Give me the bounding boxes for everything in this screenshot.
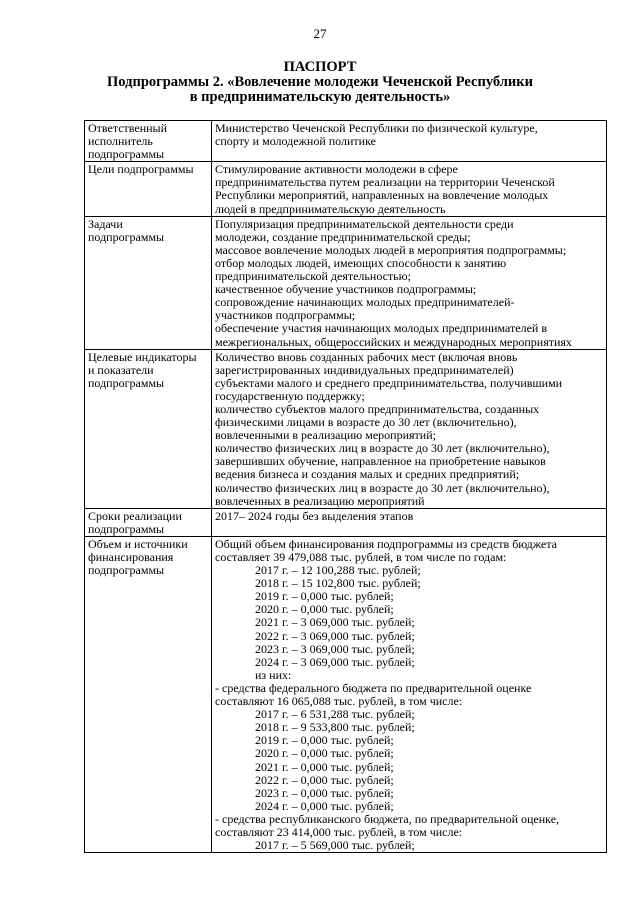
row-label-line: Целевые индикаторы <box>88 350 197 364</box>
row-label-line: подпрограммы <box>88 564 165 578</box>
row-content-line: субъектами малого и среднего предпринимательства, получившими <box>215 376 563 390</box>
row-content-line: предпринимательства путем реализации на территории Чеченской <box>215 176 555 190</box>
row-content-line: Общий объем финансирования подпрограммы из средств бюджета <box>215 537 557 551</box>
row-label-line: Сроки реализации <box>88 509 182 523</box>
row-content-line: количество физических лиц в возрасте до 30 лет (включительно), <box>215 442 550 456</box>
row-content-line: 2018 г. – 9 533,800 тыс. рублей; <box>255 721 415 735</box>
row-content-line: межрегиональных, общероссийских и международных мероприятиях <box>215 335 572 349</box>
row-label-line: финансирования <box>88 551 174 564</box>
document-title <box>0 60 640 105</box>
row-label-cell <box>85 121 212 162</box>
row-label-line: Задачи <box>88 217 123 231</box>
table-row <box>85 121 607 162</box>
row-content-line: Популяризация предпринимательской деятельности среди <box>215 217 514 231</box>
row-label-line: и показатели <box>88 363 154 377</box>
row-content-cell <box>212 121 607 162</box>
row-content-line: 2017– 2024 годы без выделения этапов <box>215 509 414 523</box>
row-content-line: 2023 г. – 0,000 тыс. рублей; <box>255 786 394 800</box>
row-label-cell <box>85 508 212 536</box>
row-content-line: завершивших обучение, направленное на приобретение навыков <box>215 455 546 469</box>
row-content-line: 2017 г. – 6 531,288 тыс. рублей; <box>255 708 415 722</box>
row-label-line: Объем и источники <box>88 537 188 551</box>
row-content-line: вовлеченными в реализацию мероприятий; <box>215 429 436 443</box>
row-content-line: из них: <box>255 668 292 682</box>
row-label-cell <box>85 216 212 349</box>
row-content-line: обеспечение участия начинающих молодых предпринимателей в <box>215 322 547 336</box>
row-content-cell <box>212 508 607 536</box>
row-content-line: Министерство Чеченской Республики по физической культуре, <box>215 122 538 135</box>
row-label-line: подпрограммы <box>88 148 165 162</box>
row-label-line: Ответственный <box>88 122 168 135</box>
row-content-line: 2023 г. – 3 069,000 тыс. рублей; <box>255 642 415 656</box>
row-content-line: отбор молодых людей, имеющих способности к занятию <box>215 256 507 270</box>
row-content-line: государственную поддержку; <box>215 389 365 403</box>
table-row <box>85 349 607 508</box>
row-content-cell <box>212 162 607 216</box>
row-content-line: 2017 г. – 12 100,288 тыс. рублей; <box>255 564 421 578</box>
row-content-line: физическими лицами в возрасте до 30 лет (включительно), <box>215 416 517 430</box>
row-content-line: предпринимательской деятельностью; <box>215 270 411 284</box>
row-content-line: 2020 г. – 0,000 тыс. рублей; <box>255 603 394 617</box>
row-content-line: участников подпрограммы; <box>215 309 356 323</box>
row-label-line: подпрограммы <box>88 230 165 244</box>
row-label-cell <box>85 536 212 852</box>
row-content-cell <box>212 349 607 508</box>
table-row <box>85 162 607 216</box>
page-number: 27 <box>313 26 327 41</box>
row-content-line: 2021 г. – 3 069,000 тыс. рублей; <box>255 616 415 630</box>
title-heading: ПАСПОРТ <box>283 59 357 75</box>
row-content-line: количество субъектов малого предпринимательства, созданных <box>215 402 540 416</box>
row-content-line: 2022 г. – 3 069,000 тыс. рублей; <box>255 629 415 643</box>
row-content-line: молодежи, создание предпринимательской среды; <box>215 230 471 244</box>
row-content-line: 2019 г. – 0,000 тыс. рублей; <box>255 590 394 604</box>
row-content-line: 2021 г. – 0,000 тыс. рублей; <box>255 760 394 774</box>
row-content-line: сопровождение начинающих молодых предпринимателей- <box>215 296 515 310</box>
row-content-line: составляет 39 479,088 тыс. рублей, в том числе по годам: <box>215 551 507 564</box>
title-subprogram-line: Подпрограммы 2. «Вовлечение молодежи Чеченской Республики <box>107 74 533 90</box>
table-row <box>85 536 607 852</box>
row-content-line: зарегистрированных индивидуальных предпринимателей) <box>215 363 514 377</box>
row-content-line: массовое вовлечение молодых людей в мероприятия подпрограммы; <box>215 243 567 257</box>
row-content-line: 2018 г. – 15 102,800 тыс. рублей; <box>255 577 421 591</box>
passport-table <box>84 120 607 853</box>
row-content-line: 2022 г. – 0,000 тыс. рублей; <box>255 773 394 787</box>
row-content-line: Количество вновь созданных рабочих мест (включая вновь <box>215 350 518 364</box>
row-content-line: количество физических лиц в возрасте до 30 лет (включительно), <box>215 481 550 495</box>
row-content-line: 2020 г. – 0,000 тыс. рублей; <box>255 747 394 761</box>
row-content-line: качественное обучение участников подпрограммы; <box>215 283 477 297</box>
row-label-line: Цели подпрограммы <box>88 163 194 177</box>
row-label-cell <box>85 162 212 216</box>
row-label-cell <box>85 349 212 508</box>
row-content-line: Стимулирование активности молодежи в сфере <box>215 163 458 177</box>
table-row <box>85 216 607 349</box>
row-content-line: спорту и молодежной политике <box>215 135 376 149</box>
row-content-line: людей в предпринимательскую деятельность <box>215 202 446 216</box>
row-content-line: 2017 г. – 5 569,000 тыс. рублей; <box>255 839 415 853</box>
row-content-line: вовлеченных в реализацию мероприятий <box>215 494 425 508</box>
row-content-line: 2024 г. – 0,000 тыс. рублей; <box>255 799 394 813</box>
passport-table-body <box>85 121 607 853</box>
title-subprogram-line-2: в предпринимательскую деятельность» <box>189 89 451 105</box>
row-content-line: составляют 16 065,088 тыс. рублей, в том числе: <box>215 695 463 709</box>
row-label-line: подпрограммы <box>88 376 165 390</box>
row-label-line: подпрограммы <box>88 522 165 536</box>
row-content-line: - средства федерального бюджета по предварительной оценке <box>215 681 532 695</box>
row-content-line: составляют 23 414,000 тыс. рублей, в том числе: <box>215 825 463 839</box>
row-content-line: 2024 г. – 3 069,000 тыс. рублей; <box>255 655 415 669</box>
row-content-cell <box>212 536 607 852</box>
row-content-cell <box>212 216 607 349</box>
row-content-line: ведения бизнеса и создания малых и средних предприятий; <box>215 468 520 482</box>
row-content-line: 2019 г. – 0,000 тыс. рублей; <box>255 734 394 748</box>
row-content-line: Республики мероприятий, направленных на вовлечение молодых <box>215 189 549 203</box>
table-row <box>85 508 607 536</box>
row-label-line: исполнитель <box>88 135 153 149</box>
row-content-line: - средства республиканского бюджета, по предварительной оценке, <box>215 812 560 826</box>
